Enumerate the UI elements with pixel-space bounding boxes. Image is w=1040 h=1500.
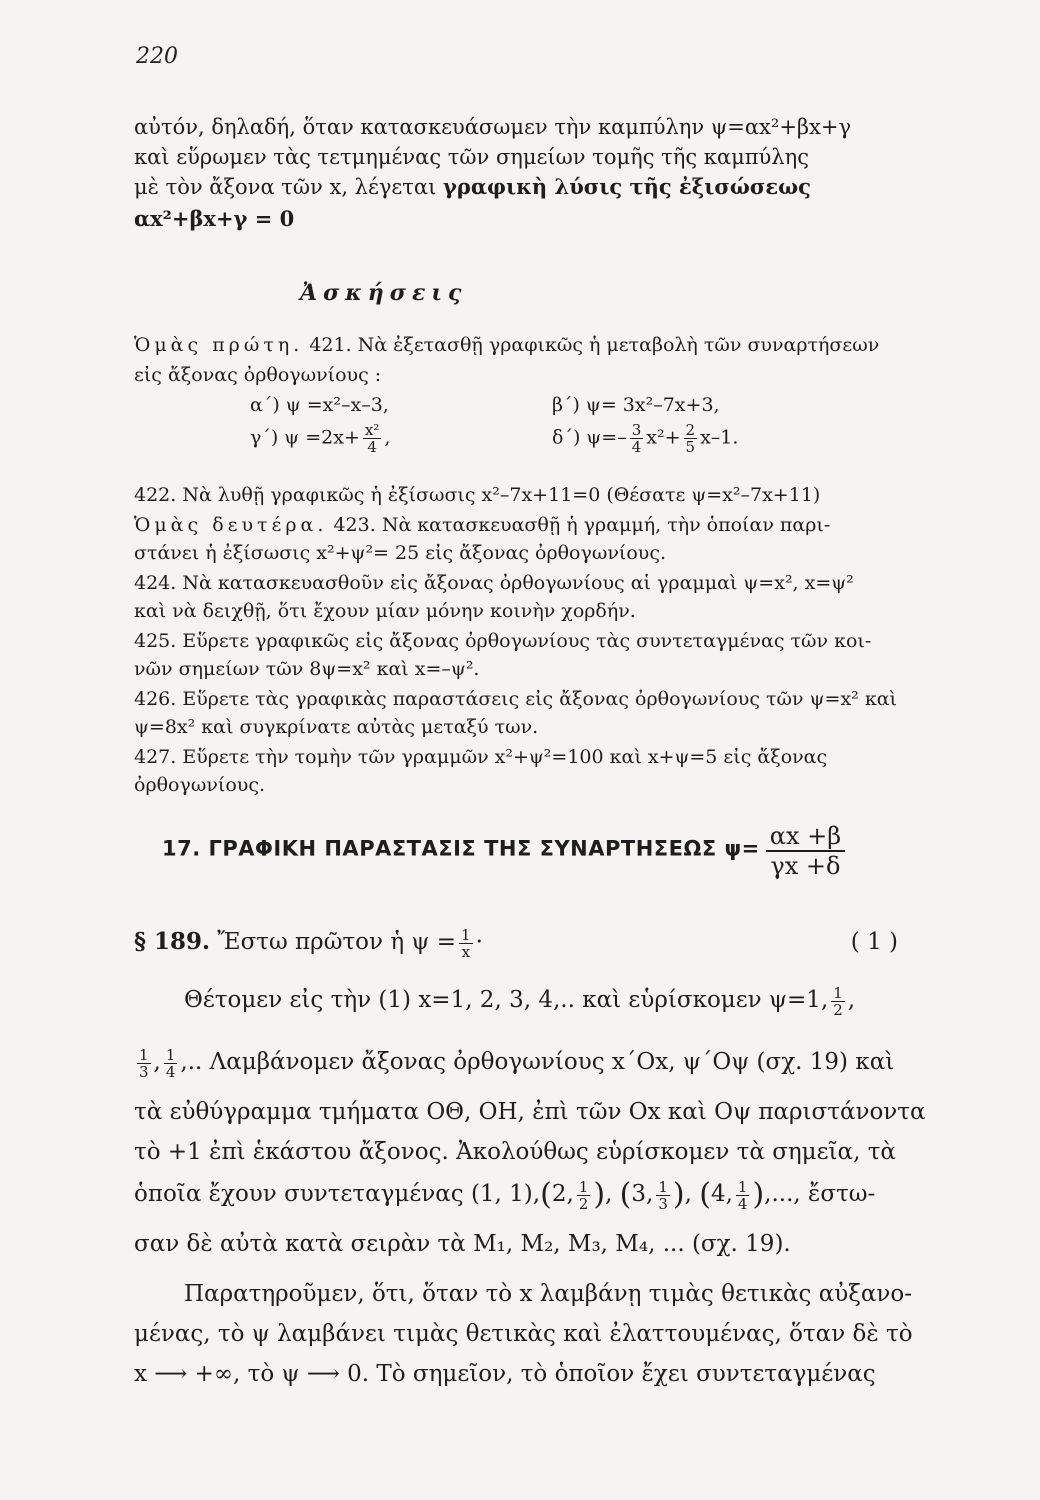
intro-line-3-text: μὲ τὸν ἄξονα τῶν x, λέγεται — [134, 175, 444, 199]
p1-dot: · — [475, 929, 483, 955]
function-c-post: , — [384, 426, 391, 449]
function-c-den: 4 — [367, 438, 377, 456]
section-fraction-num: αx +β — [766, 822, 845, 852]
function-c-num: x² — [364, 421, 380, 439]
function-c — [250, 422, 390, 455]
function-b: β΄) ψ= 3x²–7x+3, — [552, 394, 720, 416]
exercise-421-text: 421. Νὰ ἐξετασθῇ γραφικῶς ἡ μεταβολὴ τῶν συναρτήσεων — [309, 334, 880, 356]
p1-num: 1 — [461, 925, 471, 944]
section-title: 17. ΓΡΑΦΙΚΗ ΠΑΡΑΣΤΑΣΙΣ ΤΗΣ ΣΥΝΑΡΤΗΣΕΩΣ ψ= — [162, 836, 760, 861]
p6-a: 2, — [551, 1181, 574, 1207]
intro-line-1: αὐτόν, δηλαδή, ὅταν κατασκευάσωμεν τὴν καμπύλην ψ=αx²+βx+γ — [134, 115, 852, 139]
body-line-5: τὸ +1 ἐπὶ ἑκάστου ἄξονος. Ἀκολούθως εὑρίσκομεν τὰ σημεῖα, τὰ — [134, 1139, 896, 1165]
function-d-post: x–1. — [700, 426, 739, 449]
body-line-4: τὰ εὐθύγραμμα τμήματα OΘ, OH, ἐπὶ τῶν Ox καὶ Oψ παριστάνοντα — [134, 1099, 926, 1125]
function-d-pre: δ΄) ψ=– — [552, 426, 627, 449]
p3-f1-den: 3 — [139, 1062, 149, 1081]
section-heading — [162, 822, 845, 880]
exercise-427-cont: ὀρθογωνίους. — [134, 774, 266, 796]
exercise-425-cont: νῶν σημείων τῶν 8ψ=x² καὶ x=–ψ². — [134, 658, 480, 680]
function-d-mid: x²+ — [646, 426, 681, 449]
function-a: α΄) ψ =x²–x–3, — [250, 394, 389, 416]
exercise-421-cont: εἰς ἄξονας ὀρθογωνίους : — [134, 364, 382, 386]
exercise-426: 426. Εὕρετε τὰς γραφικὰς παραστάσεις εἰς ἄξονας ὀρθογωνίους τῶν ψ=x² καὶ — [134, 688, 897, 710]
graphic-solution-term: γραφικὴ λύσις τῆς ἐξισώσεως — [443, 174, 811, 199]
exercise-423 — [134, 510, 970, 540]
body-line-3: $\frac{1}{3}$ , $\frac{1}{4}$ ,.. Λαμβάνομεν ἄξονας ὀρθογωνίους x΄Ox, ψ΄Oψ (σχ. 19) καὶ — [139, 1045, 895, 1081]
p3-text: ,.. Λαμβάνομεν ἄξονας ὀρθογωνίους x΄Ox, ψ΄Oψ (σχ. 19) καὶ — [180, 1049, 895, 1075]
function-d-num2: 2 — [685, 421, 696, 439]
p2-num: 1 — [833, 983, 843, 1002]
p1-text: Ἔστω πρῶτον ἡ ψ = — [217, 929, 457, 955]
exercise-423-text: 423. Νὰ κατασκευασθῇ ἡ γραμμή, τὴν ὁποίαν παρι- — [333, 514, 831, 536]
p1-den: x — [461, 942, 471, 961]
p2-text: Θέτομεν εἰς τὴν (1) x=1, 2, 3, 4,.. καὶ εὑρίσκομεν ψ=1, — [184, 987, 829, 1013]
paragraph-189 — [134, 924, 970, 960]
equation-number: ( 1 ) — [850, 929, 898, 955]
exercise-423-cont: στάνει ἡ ἐξίσωσις x²+ψ²= 25 εἰς ἄξονας ὀρθογωνίους. — [134, 542, 667, 564]
body-line-8: Παρατηροῦμεν, ὅτι, ὅταν τὸ x λαμβάνῃ τιμὰς θετικὰς αὐξανο- — [184, 1281, 913, 1307]
intro-line-3 — [134, 172, 970, 202]
exercise-425: 425. Εὕρετε γραφικῶς εἰς ἄξονας ὀρθογωνίους τὰς συντεταγμένας τῶν κοι- — [134, 630, 872, 652]
paragraph-mark: § 189. — [134, 928, 211, 955]
p6-pre: ὁποῖα ἔχουν συντεταγμένας (1, 1), — [134, 1181, 541, 1207]
p3-f2-num: 1 — [165, 1045, 176, 1064]
body-line-6: ὁποῖα ἔχουν συντεταγμένας (1, 1),(2, $\frac{1}{2}$ ), (3, $\frac{1}{3}$ ), (4, $\frac{1}{4}$ ),..., ἔστω- — [134, 1177, 876, 1213]
exercise-427: 427. Εὕρετε τὴν τομὴν τῶν γραμμῶν x²+ψ²=100 καὶ x+ψ=5 εἰς ἄξονας — [134, 746, 828, 768]
exercise-426-cont: ψ=8x² καὶ συγκρίνατε αὐτὰς μεταξύ των. — [134, 716, 539, 738]
body-line-2: Θέτομεν εἰς τὴν (1) x=1, 2, 3, 4,.. καὶ εὑρίσκομεν ψ=1, $\frac{1}{2}$ , — [184, 983, 856, 1019]
p2-den: 2 — [833, 1000, 843, 1019]
function-d — [552, 422, 738, 455]
section-fraction-den: γx +δ — [770, 852, 841, 880]
p6-b: 3, — [631, 1181, 654, 1207]
group-1-label: Ὁμὰς πρώτη. — [134, 334, 304, 356]
function-c-pre: γ΄) ψ =2x+ — [250, 426, 360, 449]
page-number: 220 — [136, 44, 178, 69]
p6-c: 4, — [710, 1181, 733, 1207]
function-d-den2: 5 — [685, 438, 696, 456]
exercise-424-cont: καὶ νὰ δειχθῇ, ὅτι ἔχουν μίαν μόνην κοινὴν χορδήν. — [134, 600, 636, 622]
p3-f2-den: 4 — [165, 1062, 176, 1081]
body-line-7: σαν δὲ αὐτὰ κατὰ σειρὰν τὰ M₁, M₂, M₃, M₄, ... (σχ. 19). — [134, 1231, 791, 1257]
body-line-9: μένας, τὸ ψ λαμβάνει τιμὰς θετικὰς καὶ ἐλαττουμένας, ὅταν δὲ τὸ — [134, 1321, 913, 1347]
group-2-label: Ὁμὰς δευτέρα. — [134, 514, 328, 536]
intro-line-2: καὶ εὕρωμεν τὰς τετμημένας τῶν σημείων τομῆς τῆς καμπύλης — [134, 145, 809, 169]
p6-post: ,..., ἔστω- — [764, 1181, 876, 1207]
exercises-heading: Ἀσκήσεις — [300, 280, 468, 306]
p3-f1-num: 1 — [139, 1045, 149, 1064]
function-d-num1: 3 — [631, 421, 642, 439]
exercise-422: 422. Νὰ λυθῇ γραφικῶς ἡ ἐξίσωσις x²–7x+11=0 (Θέσατε ψ=x²–7x+11) — [134, 484, 821, 506]
exercise-421 — [134, 330, 970, 360]
function-d-den1: 4 — [631, 438, 642, 456]
exercise-424: 424. Νὰ κατασκευασθοῦν εἰς ἄξονας ὀρθογωνίους αἱ γραμμαὶ ψ=x², x=ψ² — [134, 572, 854, 594]
body-line-10: x ⟶ +∞, τὸ ψ ⟶ 0. Τὸ σημεῖον, τὸ ὁποῖον ἔχει συντεταγμένας — [134, 1361, 876, 1387]
quadratic-equation: αx²+βx+γ = 0 — [134, 206, 295, 231]
